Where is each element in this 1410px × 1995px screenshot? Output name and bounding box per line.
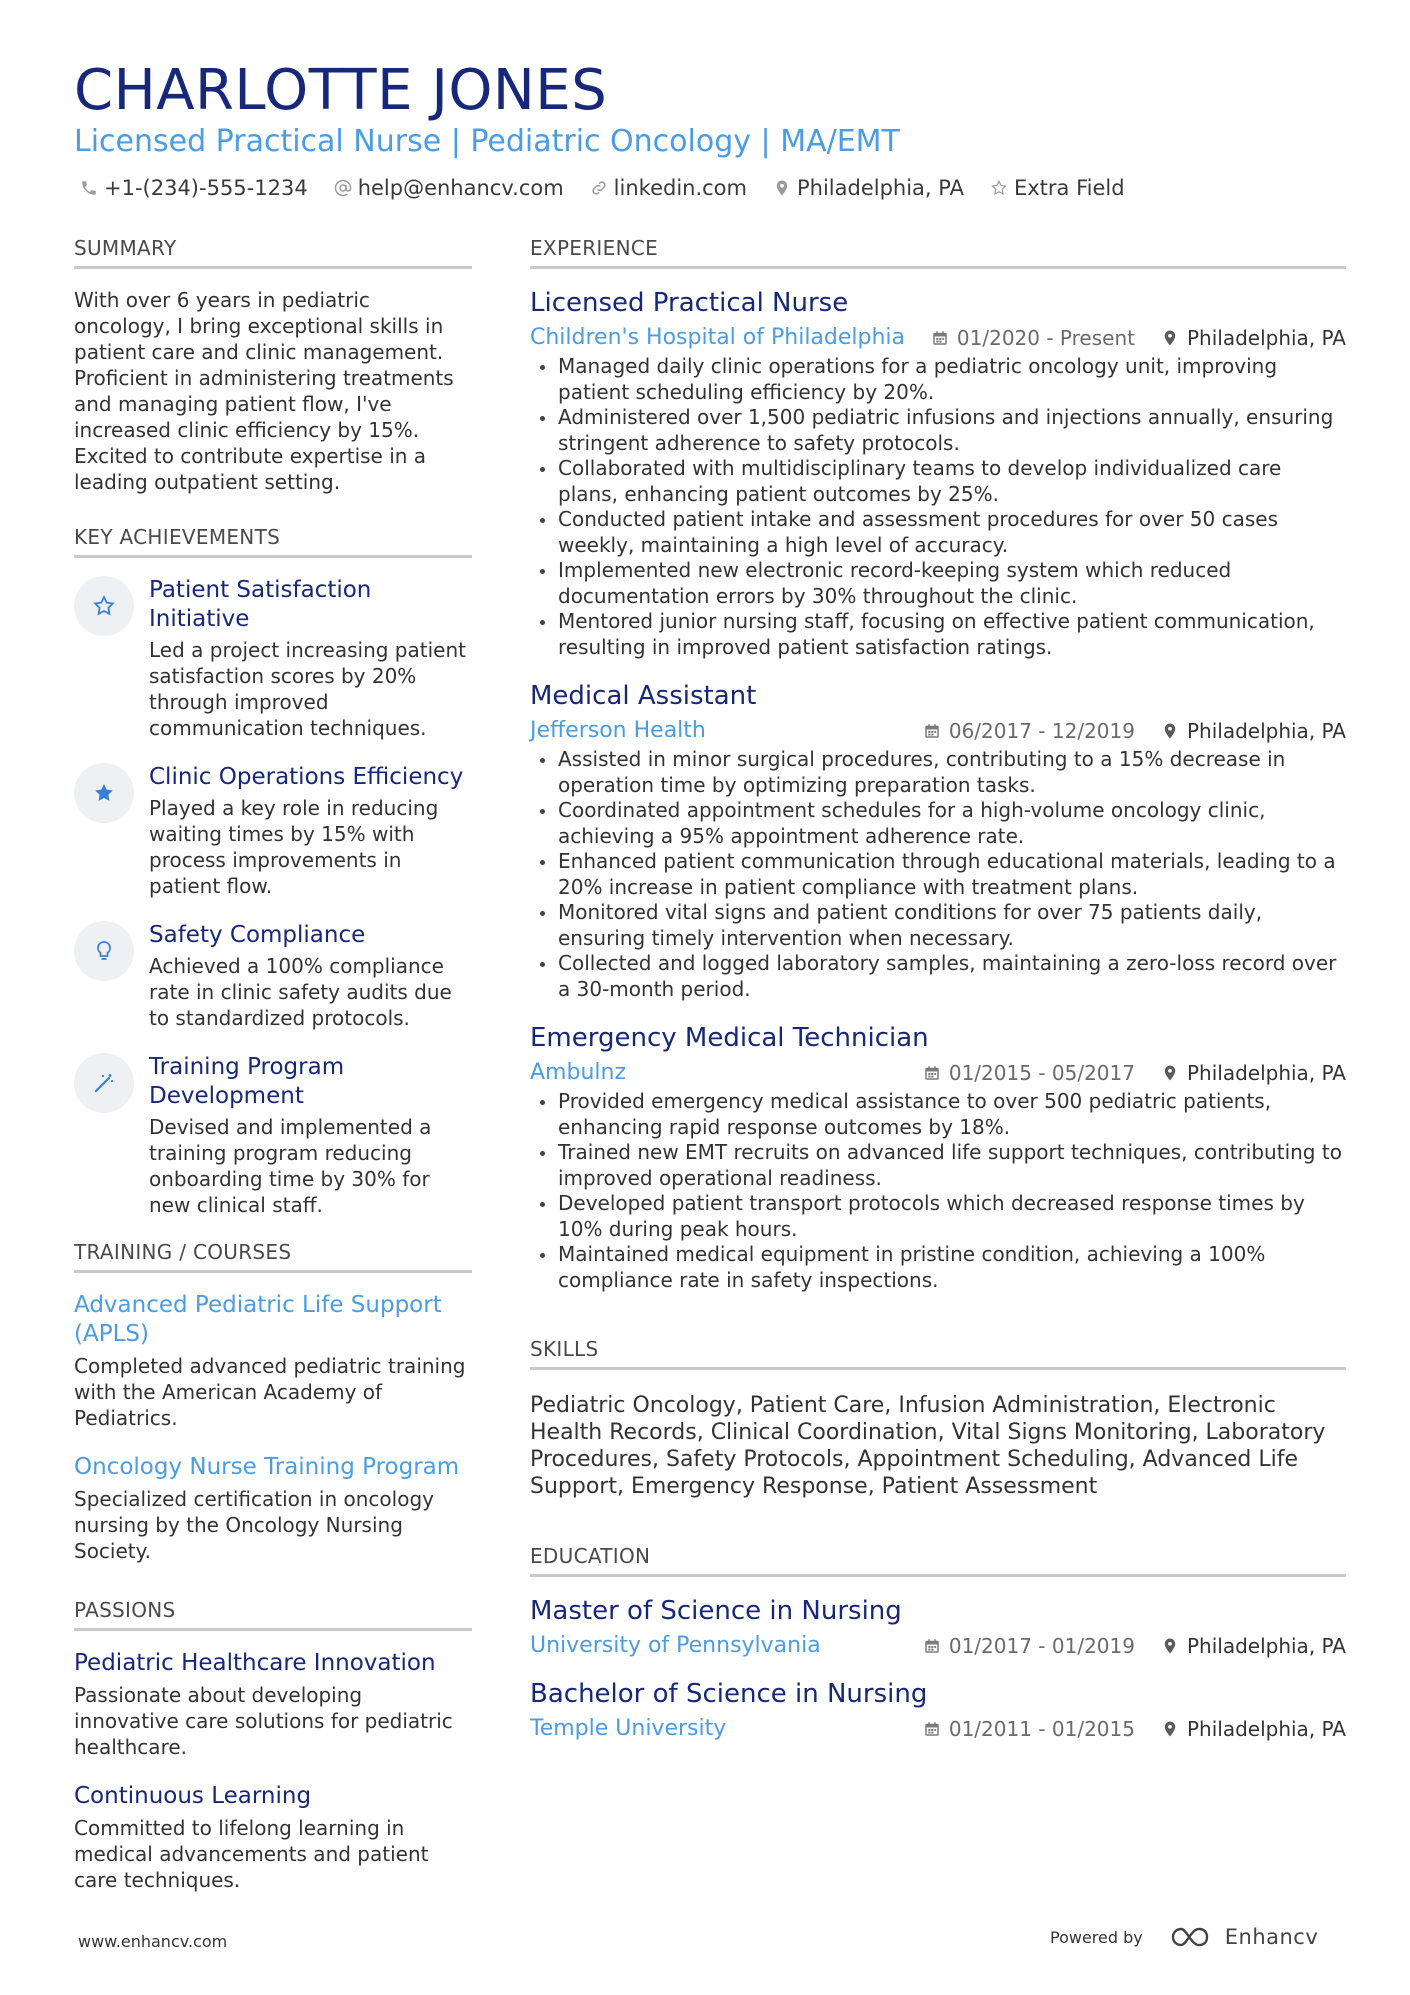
job-bullet: Provided emergency medical assistance to over 500 pediatric patients, enhancing rapid response outcomes by 18%. (530, 1089, 1346, 1140)
job-bullets (530, 1089, 1346, 1293)
job-entry (530, 680, 1346, 1002)
course-item (74, 1291, 472, 1431)
calendar-icon (923, 722, 941, 740)
achievement-desc: Played a key role in reducing waiting times by 15% with process improvements in patient flow. (149, 796, 439, 898)
job-bullets (530, 354, 1346, 660)
map-pin-icon (1161, 1720, 1179, 1738)
achievement-item (74, 576, 472, 741)
contact-extra: Extra Field (990, 176, 1125, 200)
skills-text: Pediatric Oncology, Patient Care, Infusion Administration, Electronic Health Records, Clinical Coordination, Vital Signs Monitoring, Laboratory Procedures, Safety Protocols, Appointment Scheduling, Advanced Life Support, Emergency Response, Patient Assessment (530, 1393, 1326, 1499)
job-bullet: Mentored junior nursing staff, focusing on effective patient communication, resulting in improved patient satisfaction ratings. (530, 609, 1346, 660)
passion-desc: Committed to lifelong learning in medical advancements and patient care techniques. (74, 1816, 429, 1892)
passions-section (74, 1598, 472, 1893)
map-pin-icon (1161, 722, 1179, 740)
summary-text: With over 6 years in pediatric oncology, I bring exceptional skills in patient care and clinic management. Proficient in administering treatments and managing patient flow, I've increased clinic efficiency by 15%. Excited to contribute expertise in a leading outpatient setting. (74, 288, 454, 494)
job-bullet: Collected and logged laboratory samples, maintaining a zero-loss record over a 30-month period. (530, 951, 1346, 1002)
powered-by-label: Powered by (1050, 1927, 1143, 1947)
phone-icon (80, 179, 98, 197)
job-title: Medical Assistant (530, 681, 757, 711)
course-title: Oncology Nurse Training Program (74, 1454, 460, 1480)
lightbulb-icon (74, 921, 134, 981)
left-column (74, 236, 472, 1893)
job-bullet: Collaborated with multidisciplinary teams to develop individualized care plans, enhancing patient outcomes by 25%. (530, 456, 1346, 507)
job-bullet: Coordinated appointment schedules for a high-volume oncology clinic, achieving a 95% appointment adherence rate. (530, 798, 1346, 849)
right-column (530, 236, 1346, 1741)
achievements-section (74, 525, 472, 1218)
section-title-education: EDUCATION (530, 1544, 1346, 1577)
star-outline-icon (990, 179, 1008, 197)
job-bullet: Managed daily clinic operations for a pediatric oncology unit, improving patient scheduling efficiency by 20%. (530, 354, 1346, 405)
section-title-skills: SKILLS (530, 1337, 1346, 1370)
education-date: 01/2011 - 01/2015 (923, 1717, 1135, 1741)
achievement-item (74, 921, 472, 1031)
experience-section (530, 236, 1346, 1293)
job-date: 01/2020 - Present (931, 326, 1135, 350)
map-pin-icon (1161, 1064, 1179, 1082)
achievement-title: Training Program Development (149, 1054, 345, 1109)
calendar-icon (923, 1637, 941, 1655)
job-date: 01/2015 - 05/2017 (923, 1061, 1135, 1085)
link-icon (590, 179, 608, 197)
achievement-desc: Led a project increasing patient satisfaction scores by 20% through improved communication techniques. (149, 638, 466, 740)
education-date: 01/2017 - 01/2019 (923, 1634, 1135, 1658)
job-bullets (530, 747, 1346, 1002)
passion-desc: Passionate about developing innovative care solutions for pediatric healthcare. (74, 1683, 453, 1759)
footer-website[interactable]: www.enhancv.com (78, 1932, 228, 1951)
education-section (530, 1544, 1346, 1741)
enhancv-logo[interactable]: Enhancv (1169, 1924, 1319, 1950)
job-bullet: Administered over 1,500 pediatric infusions and injections annually, ensuring stringent adherence to safety protocols. (530, 405, 1346, 456)
job-bullet: Trained new EMT recruits on advanced life support techniques, contributing to improved operational readiness. (530, 1140, 1346, 1191)
job-bullet: Assisted in minor surgical procedures, contributing to a 15% decrease in operation time by optimizing preparation tasks. (530, 747, 1346, 798)
job-location: Philadelphia, PA (1161, 1061, 1346, 1085)
course-item (74, 1453, 472, 1564)
calendar-icon (923, 1064, 941, 1082)
course-desc: Specialized certification in oncology nursing by the Oncology Nursing Society. (74, 1487, 434, 1563)
contact-bar (80, 176, 1151, 200)
star-icon (74, 763, 134, 823)
achievement-desc: Devised and implemented a training program reducing onboarding time by 30% for new clinical staff. (149, 1115, 432, 1217)
achievement-title: Patient Satisfaction Initiative (149, 577, 372, 632)
achievement-title: Clinic Operations Efficiency (149, 764, 464, 790)
passion-title: Pediatric Healthcare Innovation (74, 1650, 436, 1676)
course-desc: Completed advanced pediatric training with the American Academy of Pediatrics. (74, 1354, 466, 1430)
achievement-item (74, 763, 472, 899)
at-sign-icon (334, 179, 352, 197)
achievement-title: Safety Compliance (149, 922, 366, 948)
summary-section (74, 236, 472, 495)
education-entry (530, 1678, 1346, 1741)
job-title: Emergency Medical Technician (530, 1023, 929, 1053)
magic-wand-icon (74, 1053, 134, 1113)
passion-item (74, 1649, 472, 1760)
education-location: Philadelphia, PA (1161, 1717, 1346, 1741)
school-name: University of Pennsylvania (530, 1633, 821, 1658)
map-pin-icon (1161, 1637, 1179, 1655)
map-pin-icon (773, 179, 791, 197)
job-bullet: Conducted patient intake and assessment procedures for over 50 cases weekly, maintaining a high level of accuracy. (530, 507, 1346, 558)
degree-title: Bachelor of Science in Nursing (530, 1679, 928, 1709)
contact-linkedin[interactable]: linkedin.com (590, 176, 747, 200)
passion-item (74, 1782, 472, 1893)
job-entry (530, 1022, 1346, 1293)
calendar-icon (923, 1720, 941, 1738)
job-bullet: Enhanced patient communication through educational materials, leading to a 20% increase in patient compliance with treatment plans. (530, 849, 1346, 900)
job-title: Licensed Practical Nurse (530, 288, 849, 318)
job-date: 06/2017 - 12/2019 (923, 719, 1135, 743)
section-title-summary: SUMMARY (74, 236, 472, 269)
star-outline-icon (74, 576, 134, 636)
contact-email[interactable]: help@enhancv.com (334, 176, 564, 200)
section-title-passions: PASSIONS (74, 1598, 472, 1631)
company-name: Ambulnz (530, 1060, 626, 1085)
school-name: Temple University (530, 1716, 727, 1741)
job-bullet: Monitored vital signs and patient conditions for over 75 patients daily, ensuring timely intervention when necessary. (530, 900, 1346, 951)
job-bullet: Maintained medical equipment in pristine condition, achieving a 100% compliance rate in safety inspections. (530, 1242, 1346, 1293)
company-name: Children's Hospital of Philadelphia (530, 325, 906, 350)
section-title-achievements: KEY ACHIEVEMENTS (74, 525, 472, 558)
footer-branding (1050, 1924, 1318, 1950)
company-name: Jefferson Health (530, 718, 706, 743)
job-entry (530, 287, 1346, 660)
map-pin-icon (1161, 329, 1179, 347)
achievement-item (74, 1053, 472, 1218)
job-bullet: Developed patient transport protocols which decreased response times by 10% during peak hours. (530, 1191, 1346, 1242)
calendar-icon (931, 329, 949, 347)
contact-phone: +1-(234)-555-1234 (80, 176, 308, 200)
section-title-experience: EXPERIENCE (530, 236, 1346, 269)
section-title-training: TRAINING / COURSES (74, 1240, 472, 1273)
course-title: Advanced Pediatric Life Support (APLS) (74, 1292, 442, 1347)
degree-title: Master of Science in Nursing (530, 1596, 902, 1626)
enhancv-logo-icon (1169, 1924, 1217, 1950)
candidate-headline: Licensed Practical Nurse | Pediatric Oncology | MA/EMT (74, 124, 900, 159)
candidate-name: CHARLOTTE JONES (74, 58, 608, 123)
passion-title: Continuous Learning (74, 1783, 312, 1809)
job-location: Philadelphia, PA (1161, 719, 1346, 743)
education-location: Philadelphia, PA (1161, 1634, 1346, 1658)
achievement-desc: Achieved a 100% compliance rate in clinic safety audits due to standardized protocols. (149, 954, 452, 1030)
job-location: Philadelphia, PA (1161, 326, 1346, 350)
job-bullet: Implemented new electronic record-keeping system which reduced documentation errors by 30% throughout the clinic. (530, 558, 1346, 609)
training-section (74, 1240, 472, 1564)
contact-location: Philadelphia, PA (773, 176, 964, 200)
education-entry (530, 1595, 1346, 1658)
skills-section (530, 1337, 1346, 1500)
